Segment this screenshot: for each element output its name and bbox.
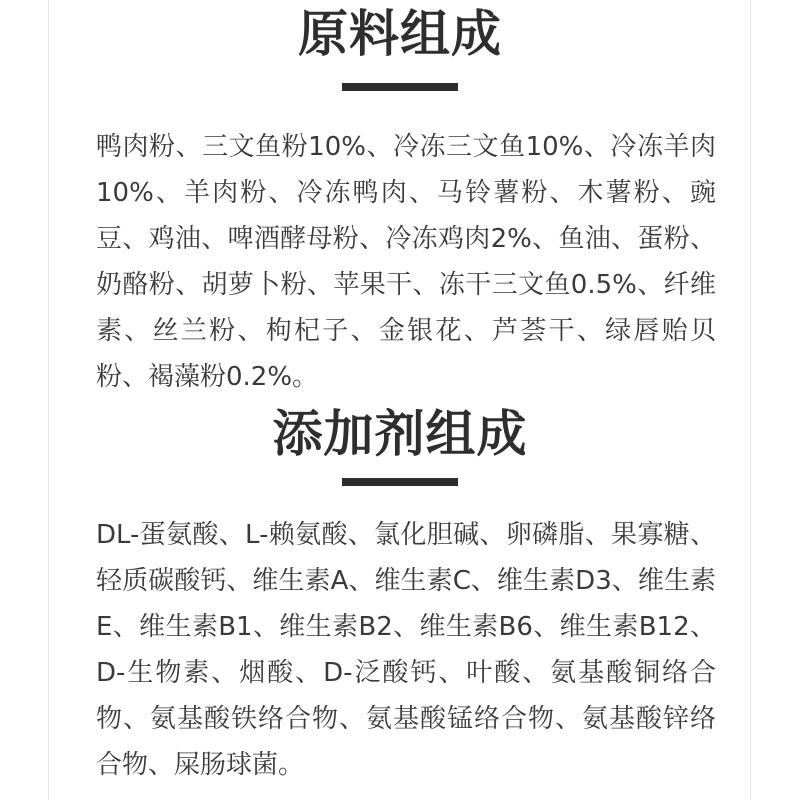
additives-title: 添加剂组成 xyxy=(272,405,528,463)
additives-title-underline xyxy=(342,478,458,486)
ingredients-title: 原料组成 xyxy=(298,5,502,63)
ingredients-title-underline xyxy=(342,83,458,91)
right-frame-line xyxy=(750,0,751,800)
additives-text: DL-蛋氨酸、L-赖氨酸、氯化胆碱、卵磷脂、果寡糖、轻质碳酸钙、维生素A、维生素C、维生素D3、维生素E、维生素B1、维生素B2、维生素B6、维生素B12、D-生物素、烟酸、D-泛酸钙、叶酸、氨基酸铜络合物、氨基酸铁络合物、氨基酸锰络合物、氨基酸锌络合物、屎肠球菌。 xyxy=(96,520,716,780)
ingredients-text: 鸭肉粉、三文鱼粉10%、冷冻三文鱼10%、冷冻羊肉10%、羊肉粉、冷冻鸭肉、马铃薯粉、木薯粉、豌豆、鸡油、啤酒酵母粉、冷冻鸡肉2%、鱼油、蛋粉、奶酪粉、胡萝卜粉、苹果干、冻干三文鱼0.5%、纤维素、丝兰粉、枸杞子、金银花、芦荟干、绿唇贻贝粉、褐藻粉0.2%。 xyxy=(96,132,716,392)
left-frame-line xyxy=(48,0,49,800)
